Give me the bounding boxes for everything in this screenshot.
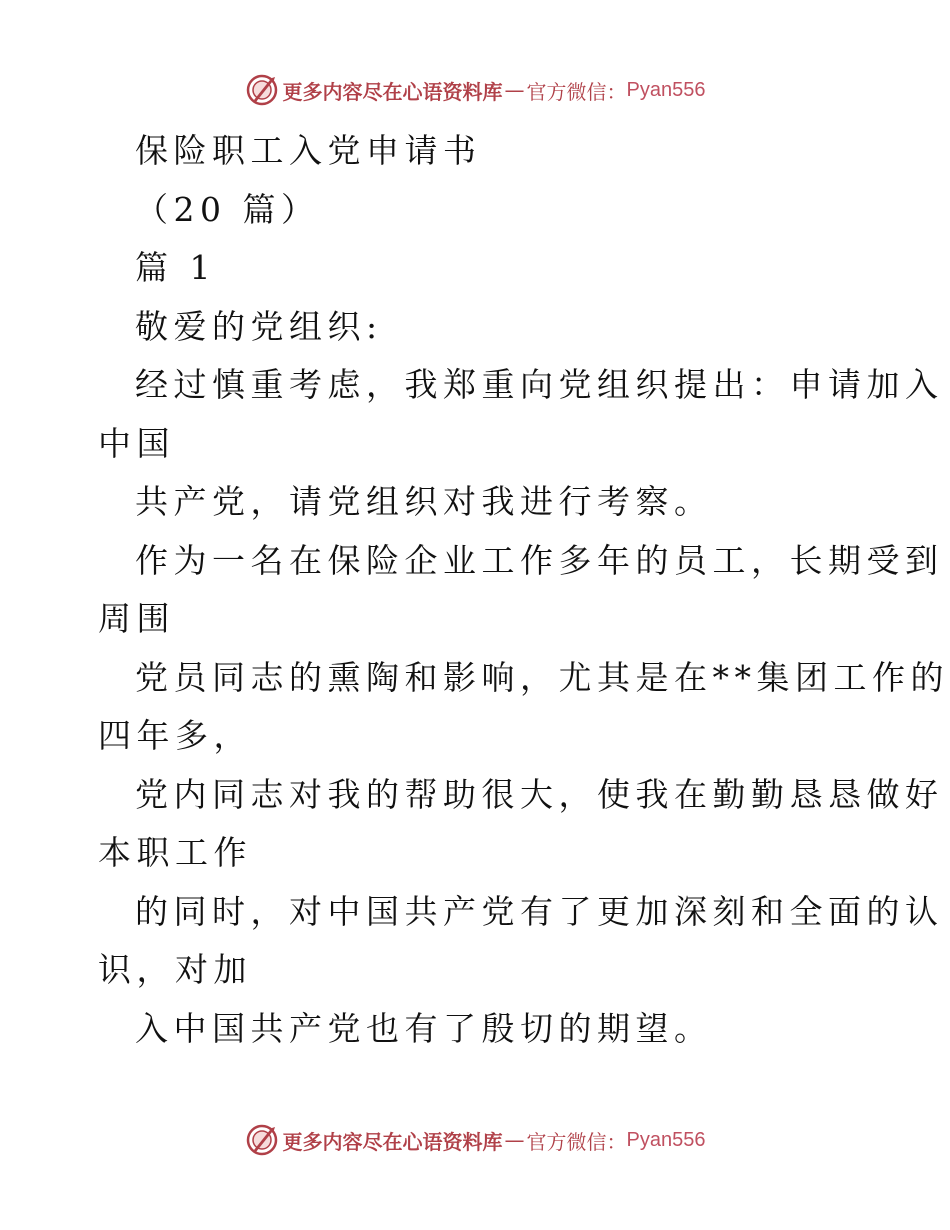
paragraph-line: 共产党，请党组织对我进行考察。 (135, 482, 713, 521)
paragraph-line: 的同时，对中国共产党有了更加深刻和全面的认 (135, 891, 944, 931)
section-heading: 篇 1 (135, 248, 216, 287)
banner-dash: — (504, 78, 525, 102)
paragraph-line: 本职工作 (98, 833, 252, 872)
salutation: 敬爱的党组织: (135, 306, 383, 346)
document-title: 保险职工入党申请书 (135, 131, 482, 170)
paragraph-line: 入中国共产党也有了殷切的期望。 (135, 1008, 713, 1048)
paragraph-line: 党员同志的熏陶和影响，尤其是在**集团工作的 (135, 657, 949, 697)
quill-pen-logo-icon (245, 73, 279, 107)
document-subtitle: （20 篇） (135, 189, 320, 229)
paragraph-line: 党内同志对我的帮助很大，使我在勤勤恳恳做好 (135, 774, 944, 814)
quill-pen-logo-icon (245, 1123, 279, 1157)
paragraph-line: 周围 (98, 599, 175, 638)
document-body (98, 122, 949, 1058)
header-banner (0, 70, 950, 110)
paragraph-line: 识，对加 (98, 950, 252, 989)
banner-wechat-id: Pyan556 (626, 1128, 706, 1151)
footer-banner (0, 1120, 950, 1160)
paragraph-line: 作为一名在保险企业工作多年的员工，长期受到 (135, 540, 944, 580)
banner-main-text: 更多内容尽在心语资料库 (282, 79, 503, 104)
paragraph-line: 经过慎重考虑，我郑重向党组织提出：申请加入 (135, 365, 944, 404)
banner-dash: — (504, 1128, 525, 1152)
paragraph-line: 四年多， (98, 716, 252, 755)
banner-wechat-label: 官方微信： (526, 79, 627, 104)
banner-wechat-id: Pyan556 (626, 78, 706, 101)
banner-wechat-label: 官方微信： (526, 1129, 627, 1154)
paragraph-line: 中国 (98, 423, 175, 463)
banner-main-text: 更多内容尽在心语资料库 (282, 1129, 503, 1154)
